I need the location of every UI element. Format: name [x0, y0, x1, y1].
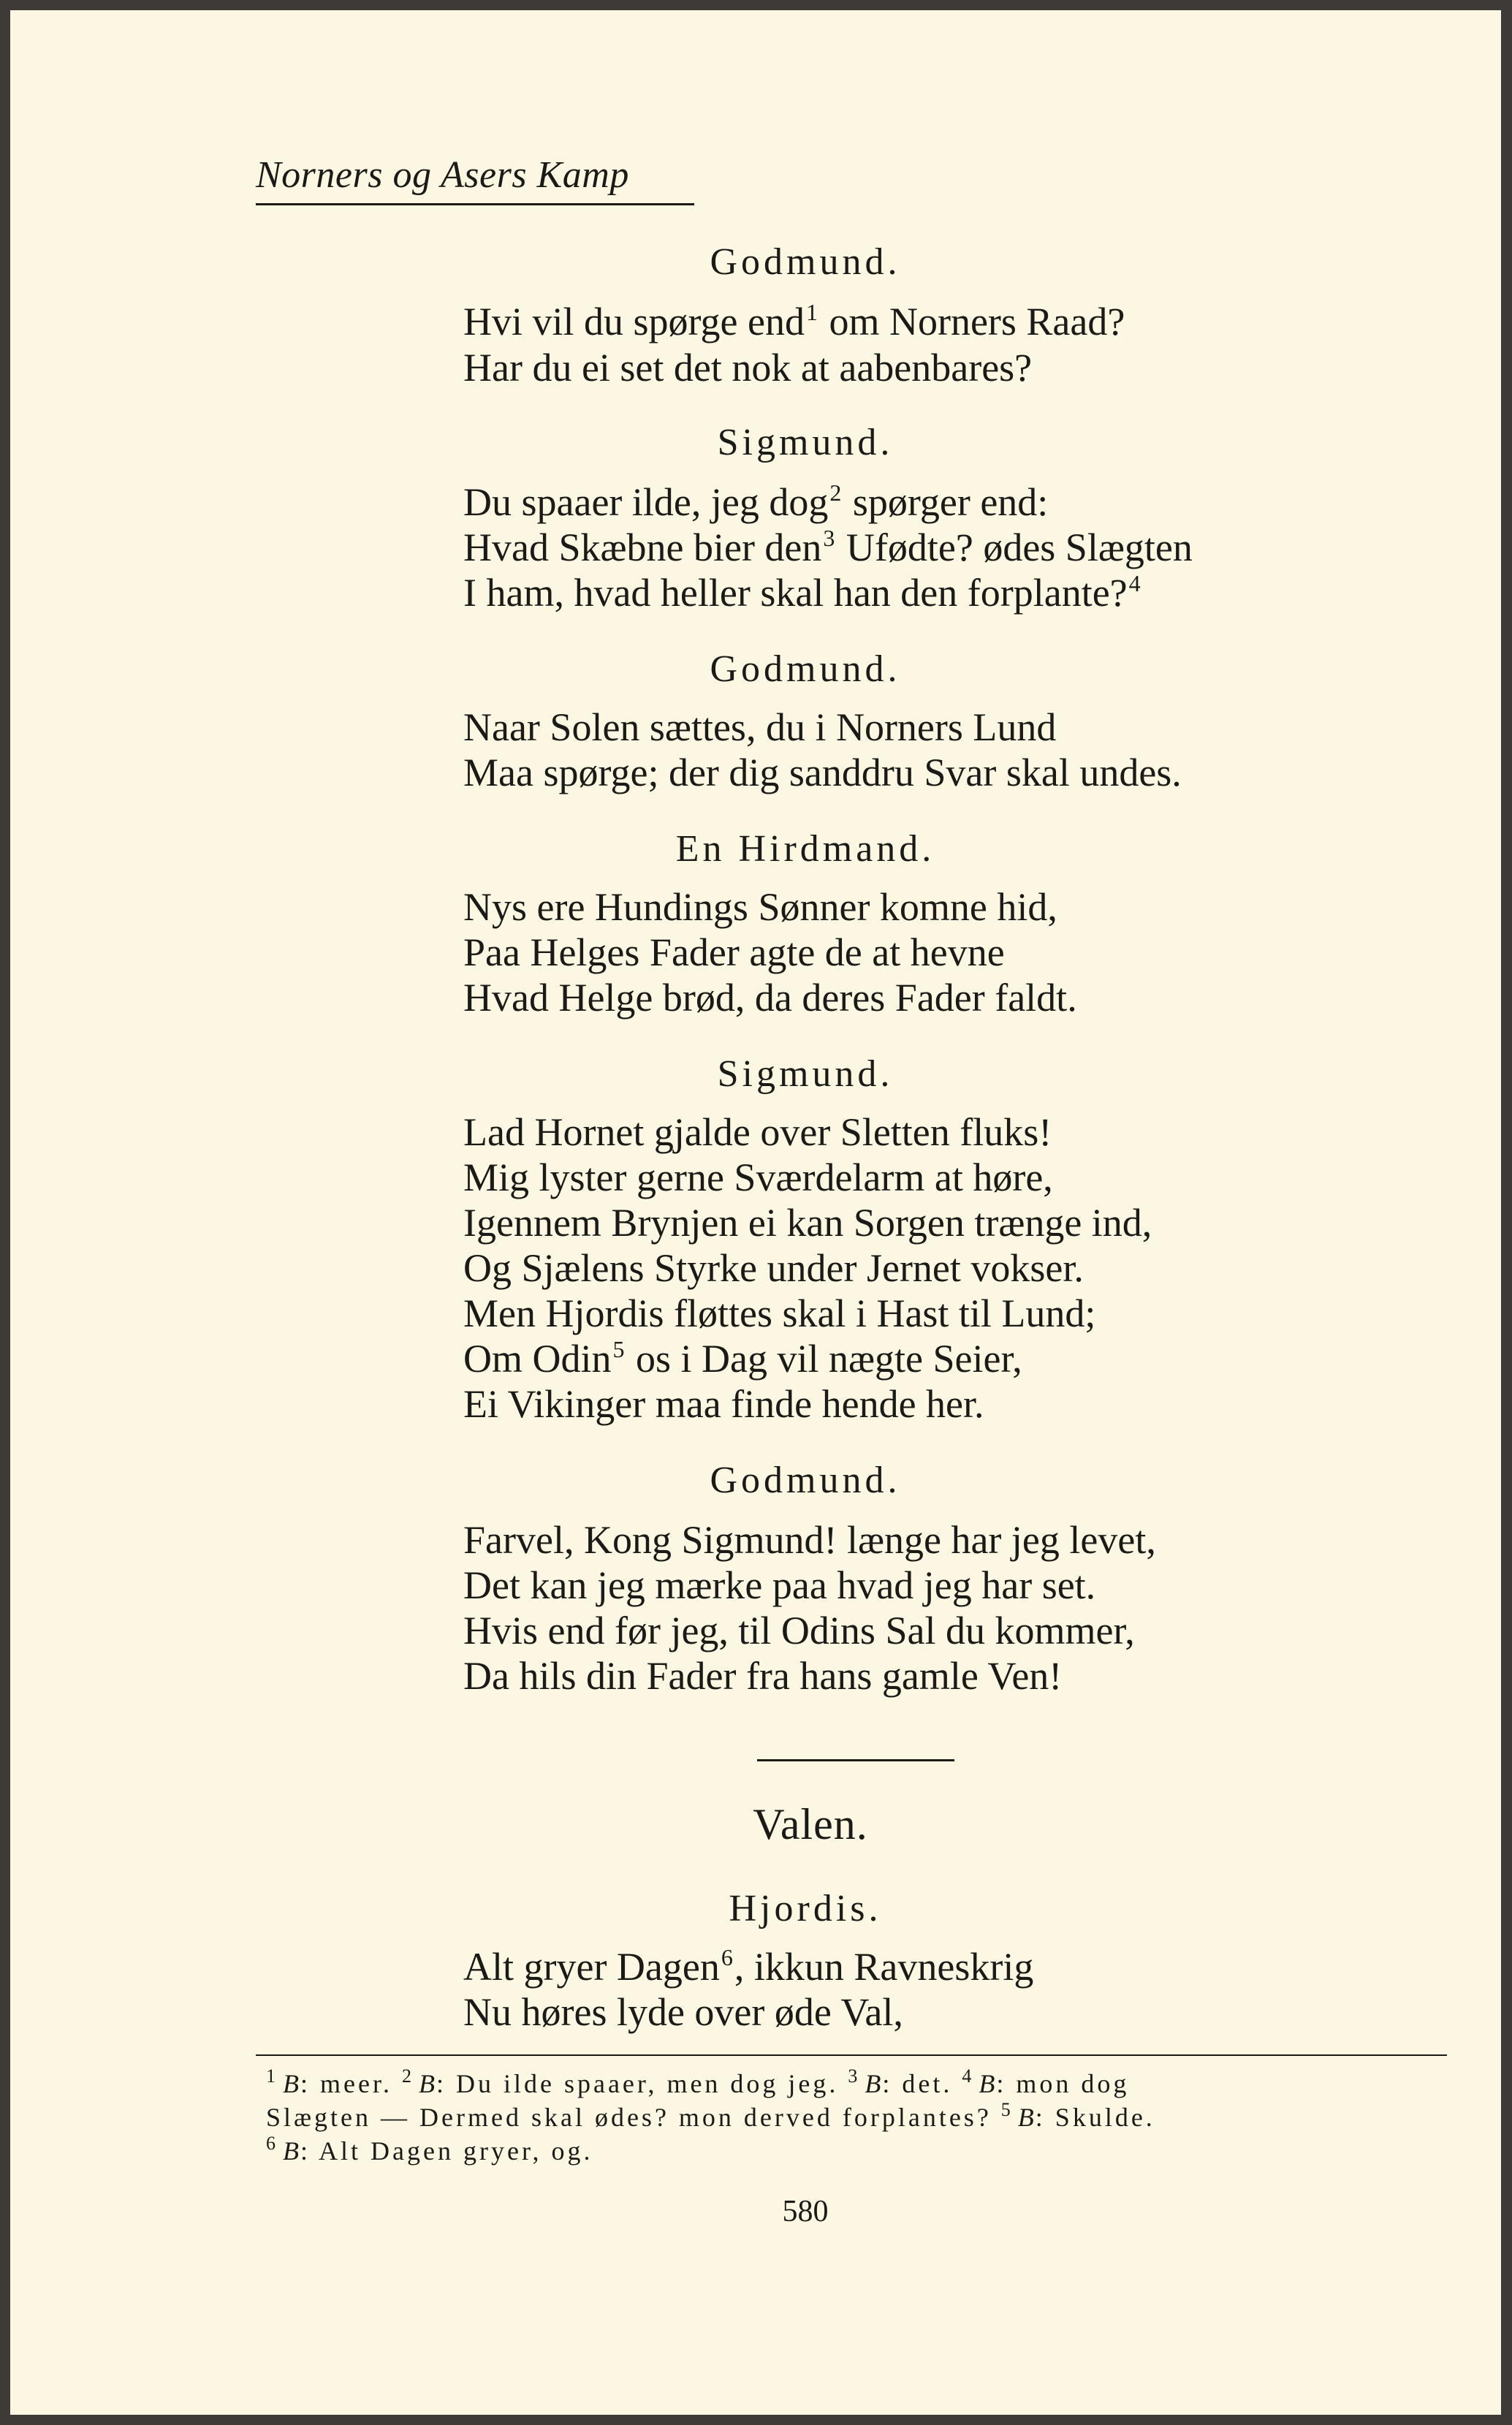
page-number: 580 — [782, 2195, 829, 2228]
footnote-line: $^6$ B: Alt Dagen gryer, og. — [266, 2133, 593, 2166]
verse-line: Hvis end før jeg, til Odins Sal du kommer, — [463, 1609, 1135, 1652]
verse-line: Har du ei set det nok at aabenbares? — [463, 346, 1033, 390]
verse-line: Lad Hornet gjalde over Sletten fluks! — [463, 1110, 1052, 1154]
speaker-name: Godmund. — [710, 648, 901, 690]
verse-line: Da hils din Fader fra hans gamle Ven! — [463, 1654, 1063, 1698]
speaker-name: En Hirdmand. — [675, 828, 935, 870]
header-rule — [256, 203, 694, 205]
verse-line: Hvad Helge brød, da deres Fader faldt. — [463, 976, 1077, 1020]
footnote-line: $^1$ B: meer. $^2$ B: Du ilde spaaer, men dog jeg. $^3$ B: det. $^4$ B: mon dog — [266, 2065, 1130, 2098]
verse-line: Igennem Brynjen ei kan Sorgen trænge ind, — [463, 1201, 1152, 1245]
speaker-name: Godmund. — [710, 1460, 901, 1501]
speaker-name: Godmund. — [710, 241, 901, 283]
verse-line: Det kan jeg mærke paa hvad jeg har set. — [463, 1563, 1096, 1607]
verse-line: Men Hjordis fløttes skal i Hast til Lund; — [463, 1291, 1096, 1335]
verse-line: Mig lyster gerne Sværdelarm at høre, — [463, 1155, 1053, 1199]
verse-line: I ham, hvad heller skal han den forplante?$^4$ — [463, 570, 1141, 615]
verse-line: Naar Solen sættes, du i Norners Lund — [463, 705, 1057, 749]
verse-line: Ei Vikinger maa finde hende her. — [463, 1382, 984, 1426]
footnote-marker: 5 — [612, 1336, 625, 1362]
footnote-marker: 2 — [829, 479, 842, 506]
section-title: Valen. — [753, 1800, 868, 1848]
verse-line: Alt gryer Dagen$^6$, ikkun Ravneskrig — [463, 1944, 1034, 1989]
verse-line: Og Sjælens Styrke under Jernet vokser. — [463, 1246, 1084, 1290]
footnote-marker: 4 — [1128, 570, 1141, 596]
footnote-line: Slægten — Dermed skal ødes? mon derved forplantes? $^5$ B: Skulde. — [266, 2099, 1155, 2132]
section-separator — [757, 1759, 954, 1761]
footnote-rule — [256, 2054, 1447, 2056]
speaker-name: Hjordis. — [729, 1888, 882, 1929]
verse-line: Maa spørge; der dig sanddru Svar skal undes. — [463, 751, 1182, 794]
running-header: Norners og Asers Kamp — [256, 154, 629, 196]
verse-line: Farvel, Kong Sigmund! længe har jeg levet, — [463, 1518, 1156, 1562]
verse-line: Nys ere Hundings Sønner komne hid, — [463, 885, 1057, 929]
footnote-marker: 1 — [805, 299, 818, 325]
verse-line: Nu høres lyde over øde Val, — [463, 1990, 903, 2034]
verse-line: Hvi vil du spørge end$^1$ om Norners Raad? — [463, 299, 1125, 344]
footnote-marker: 6 — [721, 1944, 733, 1970]
verse-line: Om Odin$^5$ os i Dag vil nægte Seier, — [463, 1336, 1022, 1381]
verse-line: Hvad Skæbne bier den$^3$ Ufødte? ødes Slægten — [463, 525, 1193, 569]
verse-line: Paa Helges Fader agte de at hevne — [463, 930, 1005, 974]
book-page — [10, 10, 1501, 2415]
speaker-name: Sigmund. — [717, 1053, 894, 1095]
footnote-marker: 3 — [823, 525, 835, 551]
speaker-name: Sigmund. — [717, 422, 894, 463]
verse-line: Du spaaer ilde, jeg dog$^2$ spørger end: — [463, 479, 1049, 524]
